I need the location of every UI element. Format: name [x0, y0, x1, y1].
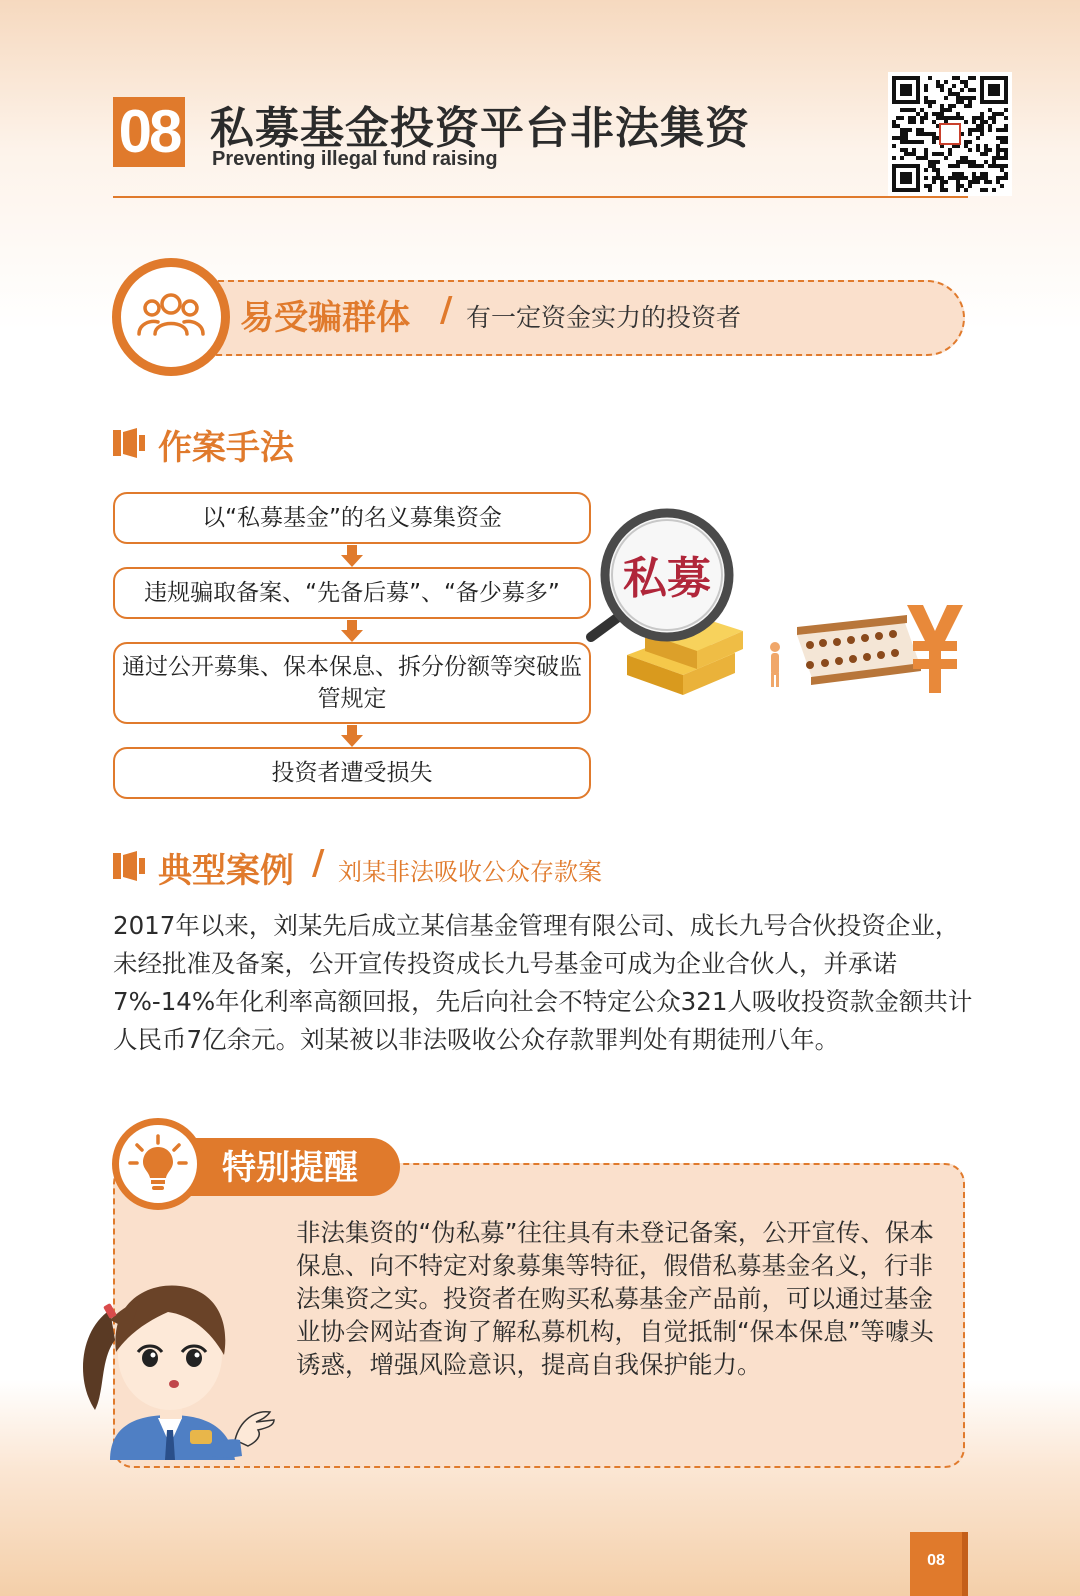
- case-heading: 典型案例: [158, 851, 294, 891]
- vulnerable-group-description: 有一定资金实力的投资者: [466, 303, 742, 332]
- reminder-body: 非法集资的“伪私募”往往具有未登记备案，公开宣传、保本保息、向不特定对象募集等特征，假借私募基金名义，行非法集资之实。投资者在购买私募基金产品前，可以通过基金业协会网站查询了解私募机构，自觉抵制“保本保息”等噱头诱惑，增强风险意识，提高自我保护能力。: [296, 1218, 934, 1379]
- illustration-label: 私募: [623, 553, 711, 604]
- vulnerable-group-label: 易受骗群体: [240, 298, 410, 338]
- separator: /: [440, 290, 453, 330]
- case-body: 2017年以来，刘某先后成立某信基金管理有限公司、成长九号合伙投资企业，未经批准及备案，公开宣传投资成长九号基金可成为企业合伙人，并承诺7%-14%年化利率高额回报，先后向社会不特定公众321人吸收投资款金额共计人民币7亿余元。刘某被以非法吸收公众存款罪判处有期徒刑八年。: [113, 911, 973, 1054]
- people-group-icon: [136, 284, 206, 344]
- flow-step-2: 违规骗取备案、“先备后募”、“备少募多”: [113, 567, 591, 619]
- qr-code[interactable]: [888, 72, 1012, 196]
- police-officer-avatar: [70, 1270, 280, 1460]
- header-divider: [113, 196, 968, 198]
- flow-step-1: 以“私募基金”的名义募集资金: [113, 492, 591, 544]
- lightbulb-icon: [127, 1133, 189, 1195]
- page-title: 私募基金投资平台非法集资: [210, 103, 750, 154]
- section-marker-icon: [113, 851, 145, 881]
- flow-step-4: 投资者遭受损失: [113, 747, 591, 799]
- reminder-heading: 特别提醒: [222, 1148, 358, 1188]
- page-number: 08: [910, 1532, 962, 1596]
- separator: /: [312, 843, 325, 883]
- case-subtitle: 刘某非法吸收公众存款案: [338, 858, 602, 886]
- section-marker-icon: [113, 428, 145, 458]
- private-fund-illustration: [585, 505, 980, 705]
- page-number-accent: [962, 1532, 968, 1596]
- method-heading: 作案手法: [158, 428, 294, 468]
- page-subtitle: Preventing illegal fund raising: [212, 148, 498, 170]
- down-arrow-icon: [341, 725, 363, 747]
- down-arrow-icon: [341, 545, 363, 567]
- down-arrow-icon: [341, 620, 363, 642]
- flow-step-3: 通过公开募集、保本保息、拆分份额等突破监管规定: [113, 642, 591, 724]
- section-number: 08: [113, 97, 185, 167]
